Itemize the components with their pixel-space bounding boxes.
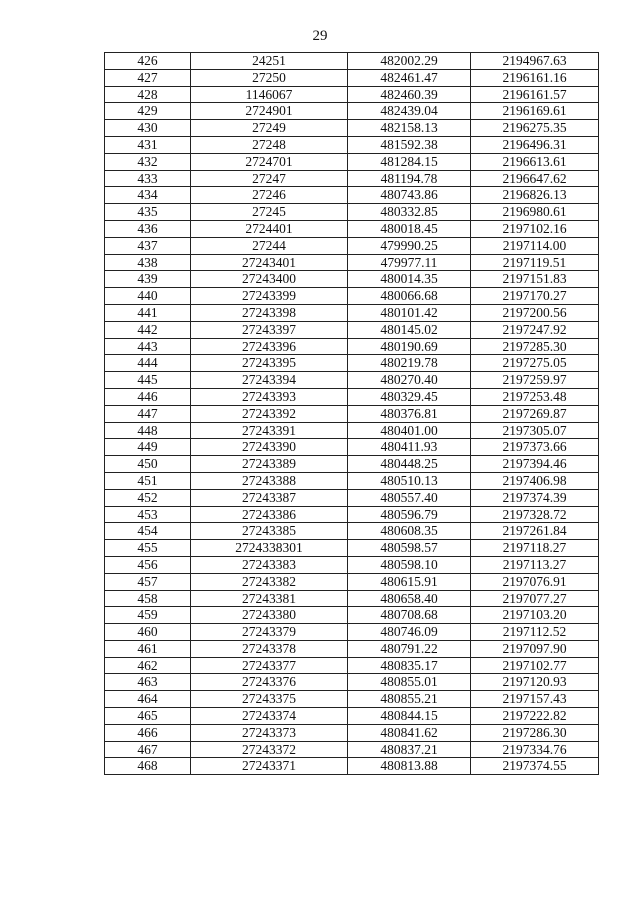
- point-id-cell: 27243386: [191, 506, 348, 523]
- y-coordinate-cell: 2197286.30: [471, 724, 599, 741]
- point-id-cell: 27244: [191, 237, 348, 254]
- point-id-cell: 27243381: [191, 590, 348, 607]
- x-coordinate-cell: 482461.47: [348, 69, 471, 86]
- y-coordinate-cell: 2197328.72: [471, 506, 599, 523]
- page-number: 29: [312, 28, 328, 44]
- x-coordinate-cell: 480332.85: [348, 204, 471, 221]
- point-number-cell: 427: [105, 69, 191, 86]
- point-id-cell: 27243400: [191, 271, 348, 288]
- point-id-cell: 27243392: [191, 405, 348, 422]
- y-coordinate-cell: 2197305.07: [471, 422, 599, 439]
- y-coordinate-cell: 2196647.62: [471, 170, 599, 187]
- point-number-cell: 448: [105, 422, 191, 439]
- point-number-cell: 451: [105, 472, 191, 489]
- y-coordinate-cell: 2196275.35: [471, 120, 599, 137]
- point-number-cell: 441: [105, 304, 191, 321]
- point-number-cell: 444: [105, 355, 191, 372]
- point-number-cell: 445: [105, 372, 191, 389]
- table-row: [105, 724, 599, 741]
- x-coordinate-cell: 480855.21: [348, 691, 471, 708]
- table-row: [105, 388, 599, 405]
- coordinates-table: [104, 52, 599, 775]
- point-id-cell: 27243394: [191, 372, 348, 389]
- y-coordinate-cell: 2197406.98: [471, 472, 599, 489]
- x-coordinate-cell: 481194.78: [348, 170, 471, 187]
- point-number-cell: 434: [105, 187, 191, 204]
- x-coordinate-cell: 480658.40: [348, 590, 471, 607]
- point-number-cell: 447: [105, 405, 191, 422]
- table-row: [105, 556, 599, 573]
- y-coordinate-cell: 2197118.27: [471, 540, 599, 557]
- point-id-cell: 27243390: [191, 439, 348, 456]
- y-coordinate-cell: 2196161.16: [471, 69, 599, 86]
- x-coordinate-cell: 480835.17: [348, 657, 471, 674]
- x-coordinate-cell: 480401.00: [348, 422, 471, 439]
- x-coordinate-cell: 480018.45: [348, 220, 471, 237]
- y-coordinate-cell: 2197170.27: [471, 288, 599, 305]
- point-id-cell: 27243374: [191, 708, 348, 725]
- y-coordinate-cell: 2196169.61: [471, 103, 599, 120]
- point-id-cell: 27243375: [191, 691, 348, 708]
- point-number-cell: 456: [105, 556, 191, 573]
- point-number-cell: 457: [105, 573, 191, 590]
- point-number-cell: 431: [105, 136, 191, 153]
- point-id-cell: 27243373: [191, 724, 348, 741]
- table-row: [105, 304, 599, 321]
- x-coordinate-cell: 482002.29: [348, 53, 471, 70]
- point-number-cell: 432: [105, 153, 191, 170]
- table-row: [105, 657, 599, 674]
- table-row: [105, 153, 599, 170]
- point-number-cell: 454: [105, 523, 191, 540]
- table-row: [105, 674, 599, 691]
- x-coordinate-cell: 480598.57: [348, 540, 471, 557]
- table-row: [105, 53, 599, 70]
- x-coordinate-cell: 480219.78: [348, 355, 471, 372]
- table-row: [105, 624, 599, 641]
- y-coordinate-cell: 2197253.48: [471, 388, 599, 405]
- y-coordinate-cell: 2197120.93: [471, 674, 599, 691]
- point-id-cell: 27243391: [191, 422, 348, 439]
- y-coordinate-cell: 2197119.51: [471, 254, 599, 271]
- point-number-cell: 467: [105, 741, 191, 758]
- point-number-cell: 439: [105, 271, 191, 288]
- x-coordinate-cell: 480598.10: [348, 556, 471, 573]
- point-id-cell: 27243401: [191, 254, 348, 271]
- point-number-cell: 450: [105, 456, 191, 473]
- point-number-cell: 440: [105, 288, 191, 305]
- x-coordinate-cell: 481284.15: [348, 153, 471, 170]
- x-coordinate-cell: 480557.40: [348, 489, 471, 506]
- point-number-cell: 466: [105, 724, 191, 741]
- point-number-cell: 465: [105, 708, 191, 725]
- table-row: [105, 489, 599, 506]
- point-number-cell: 461: [105, 640, 191, 657]
- point-number-cell: 446: [105, 388, 191, 405]
- x-coordinate-cell: 480145.02: [348, 321, 471, 338]
- x-coordinate-cell: 482460.39: [348, 86, 471, 103]
- table-row: [105, 355, 599, 372]
- y-coordinate-cell: 2194967.63: [471, 53, 599, 70]
- y-coordinate-cell: 2197114.00: [471, 237, 599, 254]
- x-coordinate-cell: 480411.93: [348, 439, 471, 456]
- x-coordinate-cell: 480837.21: [348, 741, 471, 758]
- table-row: [105, 456, 599, 473]
- y-coordinate-cell: 2197077.27: [471, 590, 599, 607]
- table-row: [105, 204, 599, 221]
- point-number-cell: 429: [105, 103, 191, 120]
- point-id-cell: 27248: [191, 136, 348, 153]
- point-id-cell: 27243397: [191, 321, 348, 338]
- x-coordinate-cell: 480615.91: [348, 573, 471, 590]
- point-number-cell: 463: [105, 674, 191, 691]
- table-row: [105, 472, 599, 489]
- x-coordinate-cell: 480608.35: [348, 523, 471, 540]
- point-id-cell: 27243393: [191, 388, 348, 405]
- y-coordinate-cell: 2197151.83: [471, 271, 599, 288]
- table-row: [105, 590, 599, 607]
- table-row: [105, 86, 599, 103]
- y-coordinate-cell: 2196161.57: [471, 86, 599, 103]
- y-coordinate-cell: 2197374.55: [471, 758, 599, 775]
- table-row: [105, 422, 599, 439]
- table-row: [105, 120, 599, 137]
- y-coordinate-cell: 2197102.16: [471, 220, 599, 237]
- point-id-cell: 27243378: [191, 640, 348, 657]
- point-number-cell: 438: [105, 254, 191, 271]
- y-coordinate-cell: 2197113.27: [471, 556, 599, 573]
- point-id-cell: 27243399: [191, 288, 348, 305]
- x-coordinate-cell: 480791.22: [348, 640, 471, 657]
- table-row: [105, 69, 599, 86]
- table-row: [105, 187, 599, 204]
- y-coordinate-cell: 2196613.61: [471, 153, 599, 170]
- x-coordinate-cell: 480329.45: [348, 388, 471, 405]
- point-id-cell: 27243387: [191, 489, 348, 506]
- table-row: [105, 103, 599, 120]
- point-id-cell: 27243379: [191, 624, 348, 641]
- point-id-cell: 27243383: [191, 556, 348, 573]
- point-number-cell: 458: [105, 590, 191, 607]
- table-row: [105, 237, 599, 254]
- y-coordinate-cell: 2197269.87: [471, 405, 599, 422]
- point-id-cell: 27243396: [191, 338, 348, 355]
- y-coordinate-cell: 2196980.61: [471, 204, 599, 221]
- point-id-cell: 27246: [191, 187, 348, 204]
- x-coordinate-cell: 480101.42: [348, 304, 471, 321]
- point-id-cell: 27243388: [191, 472, 348, 489]
- point-number-cell: 428: [105, 86, 191, 103]
- y-coordinate-cell: 2197222.82: [471, 708, 599, 725]
- table-row: [105, 220, 599, 237]
- point-id-cell: 2724338301: [191, 540, 348, 557]
- y-coordinate-cell: 2197076.91: [471, 573, 599, 590]
- point-number-cell: 462: [105, 657, 191, 674]
- point-id-cell: 27243376: [191, 674, 348, 691]
- point-number-cell: 449: [105, 439, 191, 456]
- y-coordinate-cell: 2197157.43: [471, 691, 599, 708]
- y-coordinate-cell: 2196496.31: [471, 136, 599, 153]
- table-row: [105, 254, 599, 271]
- point-id-cell: 27243389: [191, 456, 348, 473]
- point-id-cell: 2724701: [191, 153, 348, 170]
- x-coordinate-cell: 480813.88: [348, 758, 471, 775]
- x-coordinate-cell: 480270.40: [348, 372, 471, 389]
- point-id-cell: 27243385: [191, 523, 348, 540]
- y-coordinate-cell: 2197103.20: [471, 607, 599, 624]
- y-coordinate-cell: 2197097.90: [471, 640, 599, 657]
- y-coordinate-cell: 2197334.76: [471, 741, 599, 758]
- table-row: [105, 439, 599, 456]
- table-row: [105, 523, 599, 540]
- point-number-cell: 452: [105, 489, 191, 506]
- point-number-cell: 435: [105, 204, 191, 221]
- table-row: [105, 640, 599, 657]
- y-coordinate-cell: 2197394.46: [471, 456, 599, 473]
- table-row: [105, 338, 599, 355]
- y-coordinate-cell: 2197247.92: [471, 321, 599, 338]
- y-coordinate-cell: 2197275.05: [471, 355, 599, 372]
- table-row: [105, 540, 599, 557]
- point-id-cell: 27243398: [191, 304, 348, 321]
- table-row: [105, 573, 599, 590]
- y-coordinate-cell: 2197261.84: [471, 523, 599, 540]
- table-row: [105, 136, 599, 153]
- point-number-cell: 437: [105, 237, 191, 254]
- table-row: [105, 321, 599, 338]
- x-coordinate-cell: 480448.25: [348, 456, 471, 473]
- point-id-cell: 24251: [191, 53, 348, 70]
- point-id-cell: 27245: [191, 204, 348, 221]
- x-coordinate-cell: 482439.04: [348, 103, 471, 120]
- point-number-cell: 433: [105, 170, 191, 187]
- x-coordinate-cell: 480596.79: [348, 506, 471, 523]
- point-number-cell: 426: [105, 53, 191, 70]
- point-id-cell: 27247: [191, 170, 348, 187]
- point-number-cell: 443: [105, 338, 191, 355]
- point-id-cell: 27249: [191, 120, 348, 137]
- y-coordinate-cell: 2197102.77: [471, 657, 599, 674]
- point-id-cell: 27243377: [191, 657, 348, 674]
- table-row: [105, 708, 599, 725]
- y-coordinate-cell: 2197374.39: [471, 489, 599, 506]
- table-row: [105, 607, 599, 624]
- point-id-cell: 2724401: [191, 220, 348, 237]
- table-row: [105, 506, 599, 523]
- x-coordinate-cell: 480746.09: [348, 624, 471, 641]
- coordinates-table-body: [105, 53, 599, 775]
- point-id-cell: 1146067: [191, 86, 348, 103]
- point-number-cell: 464: [105, 691, 191, 708]
- point-number-cell: 468: [105, 758, 191, 775]
- x-coordinate-cell: 480708.68: [348, 607, 471, 624]
- y-coordinate-cell: 2197200.56: [471, 304, 599, 321]
- point-id-cell: 27243372: [191, 741, 348, 758]
- point-number-cell: 460: [105, 624, 191, 641]
- table-row: [105, 372, 599, 389]
- y-coordinate-cell: 2196826.13: [471, 187, 599, 204]
- x-coordinate-cell: 480066.68: [348, 288, 471, 305]
- point-number-cell: 455: [105, 540, 191, 557]
- x-coordinate-cell: 482158.13: [348, 120, 471, 137]
- x-coordinate-cell: 480855.01: [348, 674, 471, 691]
- table-row: [105, 288, 599, 305]
- x-coordinate-cell: 481592.38: [348, 136, 471, 153]
- x-coordinate-cell: 480743.86: [348, 187, 471, 204]
- x-coordinate-cell: 480841.62: [348, 724, 471, 741]
- x-coordinate-cell: 480376.81: [348, 405, 471, 422]
- point-id-cell: 27243380: [191, 607, 348, 624]
- y-coordinate-cell: 2197112.52: [471, 624, 599, 641]
- point-number-cell: 442: [105, 321, 191, 338]
- table-row: [105, 741, 599, 758]
- x-coordinate-cell: 479977.11: [348, 254, 471, 271]
- x-coordinate-cell: 480190.69: [348, 338, 471, 355]
- point-number-cell: 430: [105, 120, 191, 137]
- x-coordinate-cell: 480510.13: [348, 472, 471, 489]
- y-coordinate-cell: 2197285.30: [471, 338, 599, 355]
- table-row: [105, 691, 599, 708]
- point-id-cell: 2724901: [191, 103, 348, 120]
- point-number-cell: 453: [105, 506, 191, 523]
- table-row: [105, 405, 599, 422]
- point-id-cell: 27243395: [191, 355, 348, 372]
- x-coordinate-cell: 480014.35: [348, 271, 471, 288]
- point-id-cell: 27243382: [191, 573, 348, 590]
- point-id-cell: 27250: [191, 69, 348, 86]
- table-row: [105, 170, 599, 187]
- table-row: [105, 271, 599, 288]
- x-coordinate-cell: 480844.15: [348, 708, 471, 725]
- table-row: [105, 758, 599, 775]
- point-number-cell: 459: [105, 607, 191, 624]
- y-coordinate-cell: 2197373.66: [471, 439, 599, 456]
- y-coordinate-cell: 2197259.97: [471, 372, 599, 389]
- point-number-cell: 436: [105, 220, 191, 237]
- point-id-cell: 27243371: [191, 758, 348, 775]
- x-coordinate-cell: 479990.25: [348, 237, 471, 254]
